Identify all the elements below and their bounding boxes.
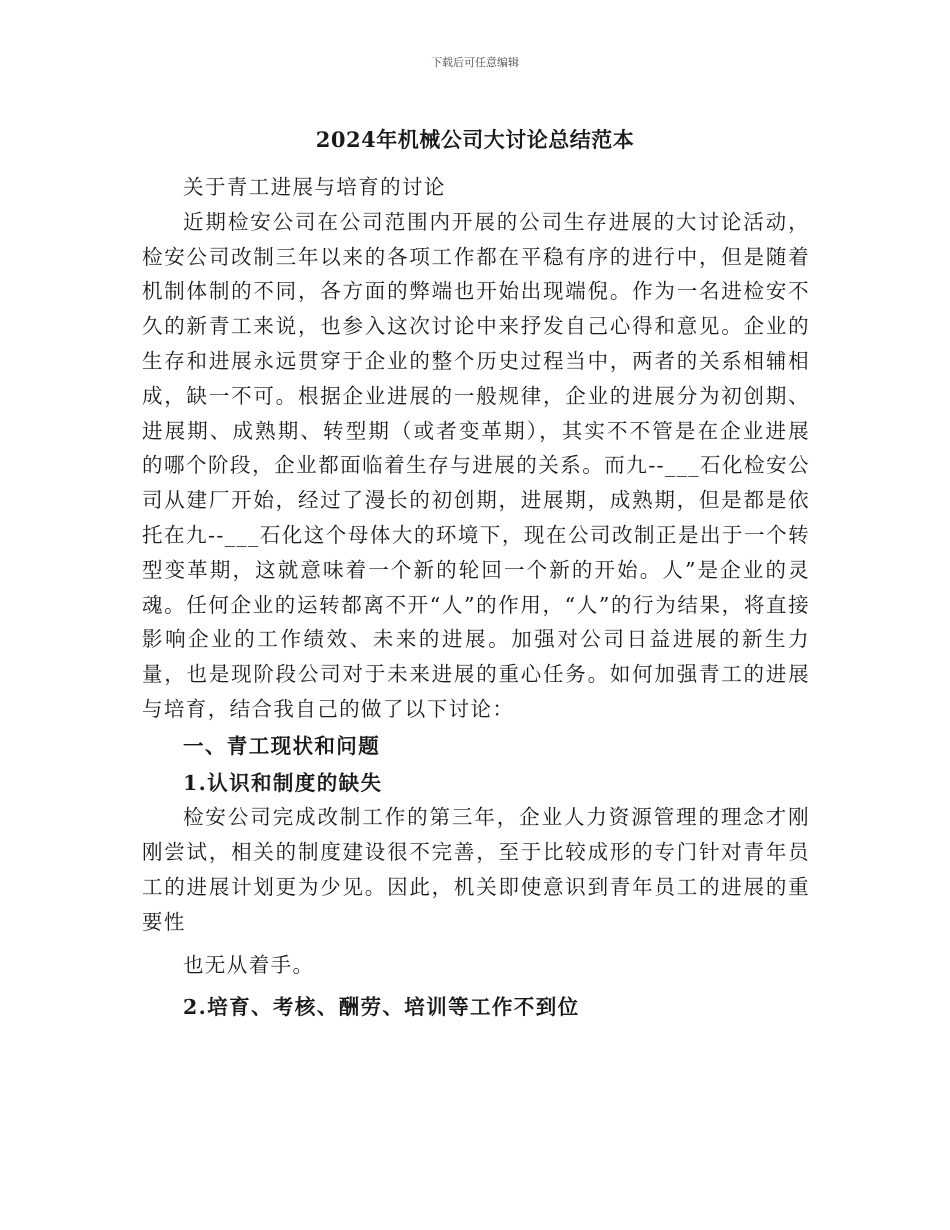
subtitle-paragraph: 关于青工进展与培育的讨论 (183, 175, 446, 199)
document-title: 2024年机械公司大讨论总结范本 (315, 127, 635, 152)
subsection-heading: 1.认识和制度的缺失 (183, 770, 383, 795)
body-paragraph: 近期检安公司在公司范围内开展的公司生存进展的大讨论活动，检安公司改制三年以来的各项工作都在平稳有序的进行中，但是随着机制体制的不同，各方面的弊端也开始出现端倪。作为一名进检安不久的新青工来说，也参入这次讨论中来抒发自己心得和意见。企业的生存和进展永远贯穿于企业的整个历史过程当中，两者的关系相辅相成，缺一不可。根据企业进展的一般规律，企业的进展分为初创期、进展期、成熟期、转型期（或者变革期），其实不不管是在企业进展的哪个阶段，企业都面临着生存与进展的关系。而九--___石化检安公司从建厂开始，经过了漫长的初创期，进展期，成熟期，但是都是依托在九--___石化这个母体大的环境下，现在公司改制正是出于一个转型变革期，这就意味着一个新的轮回一个新的开始。人”是企业的灵魂。任何企业的运转都离不开“人”的作用，“人”的行为结果，将直接影响企业的工作绩效、未来的进展。加强对公司日益进展的新生力量，也是现阶段公司对于未来进展的重心任务。如何加强青工的进展与培育，结合我自己的做了以下讨论： (142, 209, 810, 721)
body-paragraph: 检安公司完成改制工作的第三年，企业人力资源管理的理念才刚刚尝试，相关的制度建设很不完善，至于比较成形的专门针对青年员工的进展计划更为少见。因此，机关即使意识到青年员工的进展的重要性 (142, 805, 810, 934)
body-paragraph: 也无从着手。 (183, 952, 315, 977)
document-body (142, 170, 810, 1025)
subsection-heading: 2.培育、考核、酬劳、培训等工作不到位 (183, 995, 580, 1020)
page-header-note: 下载后可任意编辑 (431, 56, 519, 69)
section-heading: 一、青工现状和问题 (183, 733, 381, 758)
